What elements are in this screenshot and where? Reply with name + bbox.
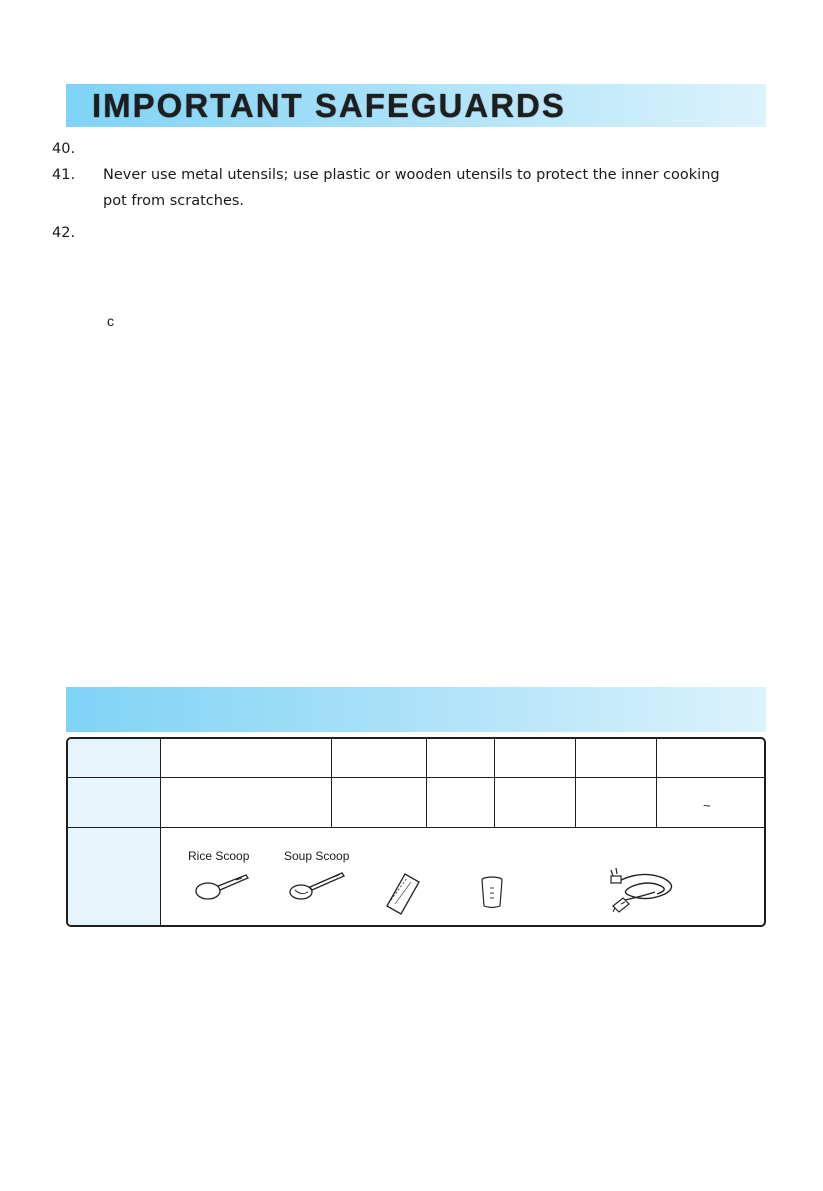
item-text: Never use metal utensils; use plastic or wooden utensils to protect the inner cooking: [103, 167, 720, 183]
measuring-cup-icon: [480, 876, 504, 910]
rice-scoop-label: Rice Scoop: [188, 849, 250, 863]
table-col-divider: [575, 739, 576, 827]
soup-scoop-label: Soup Scoop: [284, 849, 350, 863]
row-header-column: [68, 739, 161, 925]
stray-text: c: [107, 313, 114, 329]
table-col-divider: [656, 739, 657, 827]
item-number: 40.: [52, 141, 76, 157]
bag-icon: [385, 870, 421, 916]
item-number: 41.: [52, 167, 76, 183]
page-title: IMPORTANT SAFEGUARDS: [92, 87, 566, 124]
soup-scoop-icon: [287, 868, 349, 902]
table-row-divider: [68, 827, 764, 828]
rice-scoop-icon: [192, 870, 252, 902]
table-col-divider: [331, 739, 332, 827]
item-number: 42.: [52, 225, 76, 241]
specification-banner: [66, 687, 766, 732]
item-text-continued: pot from scratches.: [103, 193, 245, 209]
table-col-divider: [426, 739, 427, 827]
voltage-tilde: ~: [703, 798, 711, 813]
table-row-divider: [68, 777, 764, 778]
table-col-divider: [494, 739, 495, 827]
power-cord-icon: [603, 866, 683, 914]
